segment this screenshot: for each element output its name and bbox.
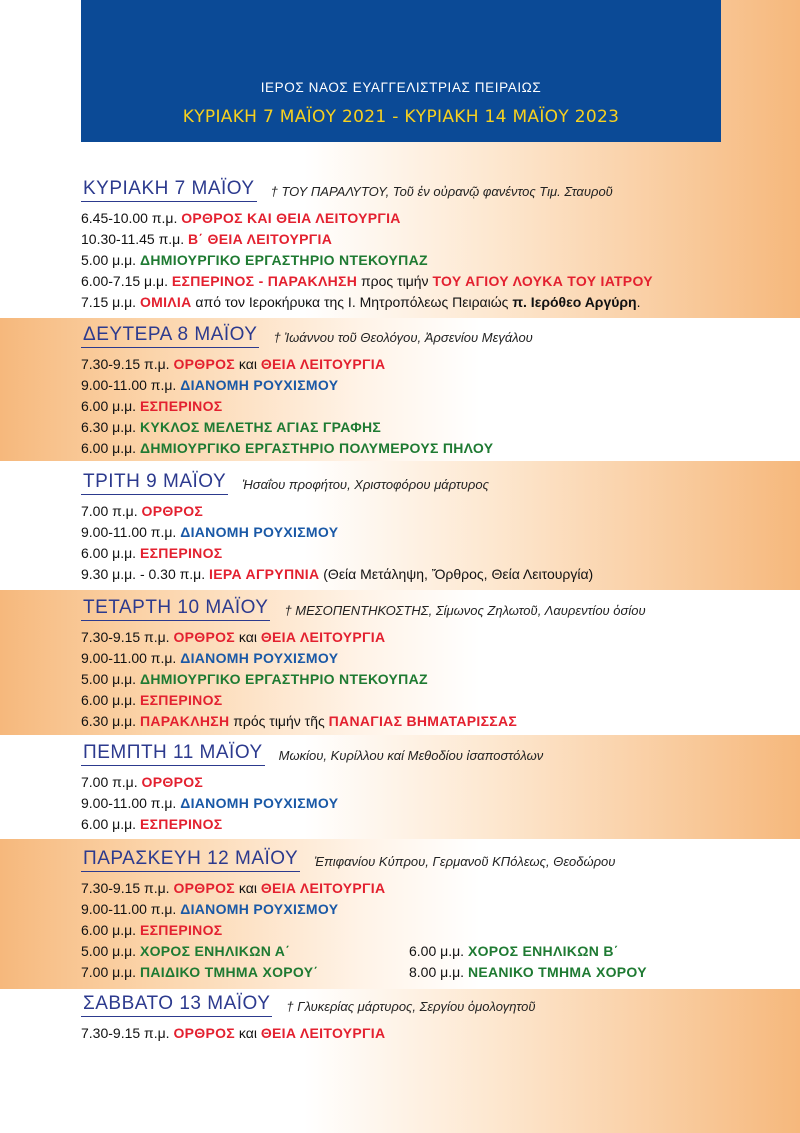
feast-text: † ΜΕΣΟΠΕΝΤΗΚΟΣΤΗΣ, Σίμωνος Ζηλωτοῦ, Λαυρεντίου ὁσίου <box>284 603 646 618</box>
schedule-line <box>81 292 781 313</box>
service-name: ΟΡΘΡΟΣ <box>141 774 204 790</box>
schedule-line <box>409 941 647 962</box>
schedule-text: 9.00-11.00 π.μ. <box>81 650 181 666</box>
schedule-line <box>81 417 781 438</box>
schedule-line <box>81 648 781 669</box>
service-name: ΘΕΙΑ ΛΕΙΤΟΥΡΓΙΑ <box>260 629 386 645</box>
service-name: ΕΣΠΕΡΙΝΟΣ <box>139 922 223 938</box>
service-name: ΔΗΜΙΟΥΡΓΙΚΟ ΕΡΓΑΣΤΗΡΙΟ ΝΤΕΚΟΥΠΑΖ <box>139 252 428 268</box>
service-name: ΧΟΡΟΣ ΕΝΗΛΙΚΩΝ Β΄ <box>467 943 619 959</box>
schedule-text: 6.00 μ.μ. <box>81 440 140 456</box>
service-name: ΔΙΑΝΟΜΗ ΡΟΥΧΙΣΜΟΥ <box>180 377 339 393</box>
schedule-text: 7.00 μ.μ. <box>81 964 140 980</box>
day-name: ΤΕΤΑΡΤΗ 10 ΜΑΪΟΥ <box>81 597 270 621</box>
feast-text: Μωκίου, Κυρίλλου καί Μεθοδίου ἰσαποστόλων <box>278 748 544 763</box>
service-name: ΟΡΘΡΟΣ <box>173 356 235 372</box>
feast-text: † Ἰωάννου τοῦ Θεολόγου, Ἀρσενίου Μεγάλου <box>273 330 533 345</box>
service-name: ΟΡΘΡΟΣ <box>173 1025 235 1041</box>
schedule-line <box>81 250 781 271</box>
day-name: ΠΑΡΑΣΚΕΥΗ 12 ΜΑΪΟΥ <box>81 848 300 872</box>
schedule-line <box>81 669 781 690</box>
schedule-line <box>81 627 781 648</box>
schedule-text: 6.00 μ.μ. <box>81 398 140 414</box>
schedule-line <box>81 438 781 459</box>
service-name: ΔΙΑΝΟΜΗ ΡΟΥΧΙΣΜΟΥ <box>180 795 339 811</box>
day-block-sunday <box>81 176 781 313</box>
schedule-line <box>81 396 781 417</box>
service-name: ΕΣΠΕΡΙΝΟΣ <box>139 816 223 832</box>
schedule-text: . <box>636 294 641 310</box>
date-range: ΚΥΡΙΑΚΗ 7 ΜΑΪΟΥ 2021 - ΚΥΡΙΑΚΗ 14 ΜΑΪΟΥ 2023 <box>182 107 620 127</box>
schedule-text: 5.00 μ.μ. <box>81 671 140 687</box>
schedule-line <box>81 690 781 711</box>
service-name: ΕΣΠΕΡΙΝΟΣ <box>139 545 223 561</box>
schedule-text: 8.00 μ.μ. <box>409 964 468 980</box>
schedule-text: 6.45-10.00 π.μ. <box>81 210 182 226</box>
feast-text: † Γλυκερίας μάρτυρος, Σεργίου ὁμολογητοῦ <box>286 999 536 1014</box>
service-name: ΠΑΡΑΚΛΗΣΗ <box>139 713 230 729</box>
day-block-wednesday <box>81 595 781 732</box>
schedule-line <box>81 501 781 522</box>
schedule-text: 6.00 μ.μ. <box>81 692 140 708</box>
schedule-text: προς τιμήν <box>357 273 433 289</box>
schedule-text: 5.00 μ.μ. <box>81 943 140 959</box>
schedule-line <box>81 711 781 732</box>
schedule-text: και <box>235 1025 261 1041</box>
service-name: ΔΗΜΙΟΥΡΓΙΚΟ ΕΡΓΑΣΤΗΡΙΟ ΝΤΕΚΟΥΠΑΖ <box>139 671 428 687</box>
service-name: ΟΡΘΡΟΣ ΚΑΙ ΘΕΙΑ ΛΕΙΤΟΥΡΓΙΑ <box>181 210 401 226</box>
schedule-line <box>81 899 781 920</box>
schedule-text: από τον Ιεροκήρυκα της Ι. Μητροπόλεως Πειραιώς <box>191 294 513 310</box>
schedule-text: 7.30-9.15 π.μ. <box>81 880 174 896</box>
schedule-text: 6.00 μ.μ. <box>81 816 140 832</box>
service-name: ΕΣΠΕΡΙΝΟΣ - ΠΑΡΑΚΛΗΣΗ <box>171 273 358 289</box>
service-name: Β΄ ΘΕΙΑ ΛΕΙΤΟΥΡΓΙΑ <box>187 231 333 247</box>
schedule-line <box>81 772 781 793</box>
day-name: ΤΡΙΤΗ 9 ΜΑΪΟΥ <box>81 471 228 495</box>
schedule-text: 10.30-11.45 π.μ. <box>81 231 188 247</box>
service-name: ΟΜΙΛΙΑ <box>139 294 192 310</box>
day-block-thursday <box>81 740 781 835</box>
service-name: ΧΟΡΟΣ ΕΝΗΛΙΚΩΝ Α΄ <box>139 943 291 959</box>
schedule-text: 6.00-7.15 μ.μ. <box>81 273 172 289</box>
service-name: ΔΗΜΙΟΥΡΓΙΚΟ ΕΡΓΑΣΤΗΡΙΟ ΠΟΛΥΜΕΡΟΥΣ ΠΗΛΟΥ <box>139 440 494 456</box>
service-name: ΚΥΚΛΟΣ ΜΕΛΕΤΗΣ ΑΓΙΑΣ ΓΡΑΦΗΣ <box>139 419 382 435</box>
feast-text: † ΤΟΥ ΠΑΡΑΛΥΤΟΥ, Τοῦ ἐν οὐρανῷ φανέντος Τιμ. Σταυροῦ <box>270 184 613 199</box>
schedule-text: και <box>235 629 261 645</box>
schedule-text: και <box>235 356 261 372</box>
schedule-text: πρός τιμήν τῆς <box>229 713 329 729</box>
service-name: π. Ιερόθεο Αργύρη <box>512 294 637 310</box>
schedule-text: 9.00-11.00 π.μ. <box>81 524 181 540</box>
day-name: ΚΥΡΙΑΚΗ 7 ΜΑΪΟΥ <box>81 178 257 202</box>
service-name: ΠΑΝΑΓΙΑΣ ΒΗΜΑΤΑΡΙΣΣΑΣ <box>328 713 518 729</box>
service-name: ΕΣΠΕΡΙΝΟΣ <box>139 398 223 414</box>
service-name: ΘΕΙΑ ΛΕΙΤΟΥΡΓΙΑ <box>260 880 386 896</box>
day-block-tuesday <box>81 469 781 585</box>
service-name: ΤΟΥ ΑΓΙΟΥ ΛΟΥΚΑ ΤΟΥ ΙΑΤΡΟΥ <box>432 273 653 289</box>
schedule-text: 7.00 π.μ. <box>81 503 142 519</box>
service-name: ΝΕΑΝΙΚΟ ΤΜΗΜΑ ΧΟΡΟΥ <box>467 964 647 980</box>
schedule-text: και <box>235 880 261 896</box>
schedule-line <box>81 793 781 814</box>
schedule-text: 7.30-9.15 π.μ. <box>81 629 174 645</box>
day-name: ΠΕΜΠΤΗ 11 ΜΑΪΟΥ <box>81 742 265 766</box>
service-name: ΙΕΡΑ ΑΓΡΥΠΝΙΑ <box>209 566 320 582</box>
service-name: ΠΑΙΔΙΚΟ ΤΜΗΜΑ ΧΟΡΟΥ΄ <box>139 964 319 980</box>
feast-text: Ἐπιφανίου Κύπρου, Γερμανοῦ ΚΠόλεως, Θεοδώρου <box>314 854 616 869</box>
day-name: ΔΕΥΤΕΡΑ 8 ΜΑΪΟΥ <box>81 324 259 348</box>
schedule-text: (Θεία Μετάληψη, Ὄρθρος, Θεία Λειτουργία) <box>319 566 594 582</box>
schedule-line <box>81 271 781 292</box>
day-block-saturday <box>81 991 781 1044</box>
feast-text: Ἡσαΐου προφήτου, Χριστοφόρου μάρτυρος <box>242 477 489 492</box>
schedule-text: 6.00 μ.μ. <box>81 922 140 938</box>
schedule-text: 6.00 μ.μ. <box>409 943 468 959</box>
service-name: ΟΡΘΡΟΣ <box>173 629 235 645</box>
schedule-line <box>81 354 781 375</box>
service-name: ΘΕΙΑ ΛΕΙΤΟΥΡΓΙΑ <box>260 1025 386 1041</box>
service-name: ΔΙΑΝΟΜΗ ΡΟΥΧΙΣΜΟΥ <box>180 524 339 540</box>
day-block-monday <box>81 322 781 459</box>
schedule-line <box>81 522 781 543</box>
day-block-friday <box>81 846 781 983</box>
schedule-text: 9.00-11.00 π.μ. <box>81 901 181 917</box>
header-banner <box>81 0 721 142</box>
day-name: ΣΑΒΒΑΤΟ 13 ΜΑΪΟΥ <box>81 993 272 1017</box>
second-column <box>409 941 647 983</box>
schedule-text: 6.00 μ.μ. <box>81 545 140 561</box>
schedule-text: 9.30 μ.μ. - 0.30 π.μ. <box>81 566 210 582</box>
schedule-line <box>81 920 781 941</box>
schedule-line <box>81 208 781 229</box>
schedule-text: 7.00 π.μ. <box>81 774 142 790</box>
schedule-line <box>81 375 781 396</box>
schedule-text: 9.00-11.00 π.μ. <box>81 795 181 811</box>
schedule-text: 7.30-9.15 π.μ. <box>81 356 174 372</box>
schedule-text: 6.30 μ.μ. <box>81 419 140 435</box>
schedule-text: 9.00-11.00 π.μ. <box>81 377 181 393</box>
schedule-line <box>81 1023 781 1044</box>
schedule-text: 6.30 μ.μ. <box>81 713 140 729</box>
schedule-line <box>409 962 647 983</box>
schedule-text: 7.15 μ.μ. <box>81 294 140 310</box>
schedule-line <box>81 814 781 835</box>
service-name: ΟΡΘΡΟΣ <box>173 880 235 896</box>
schedule-line <box>81 878 781 899</box>
schedule-line <box>81 229 781 250</box>
schedule-line <box>81 564 781 585</box>
church-name: ΙΕΡΟΣ ΝΑΟΣ ΕΥΑΓΓΕΛΙΣΤΡΙΑΣ ΠΕΙΡΑΙΩΣ <box>260 80 542 95</box>
schedule-line <box>81 543 781 564</box>
service-name: ΔΙΑΝΟΜΗ ΡΟΥΧΙΣΜΟΥ <box>180 650 339 666</box>
service-name: ΕΣΠΕΡΙΝΟΣ <box>139 692 223 708</box>
service-name: ΘΕΙΑ ΛΕΙΤΟΥΡΓΙΑ <box>260 356 386 372</box>
service-name: ΟΡΘΡΟΣ <box>141 503 204 519</box>
service-name: ΔΙΑΝΟΜΗ ΡΟΥΧΙΣΜΟΥ <box>180 901 339 917</box>
schedule-text: 5.00 μ.μ. <box>81 252 140 268</box>
schedule-text: 7.30-9.15 π.μ. <box>81 1025 174 1041</box>
